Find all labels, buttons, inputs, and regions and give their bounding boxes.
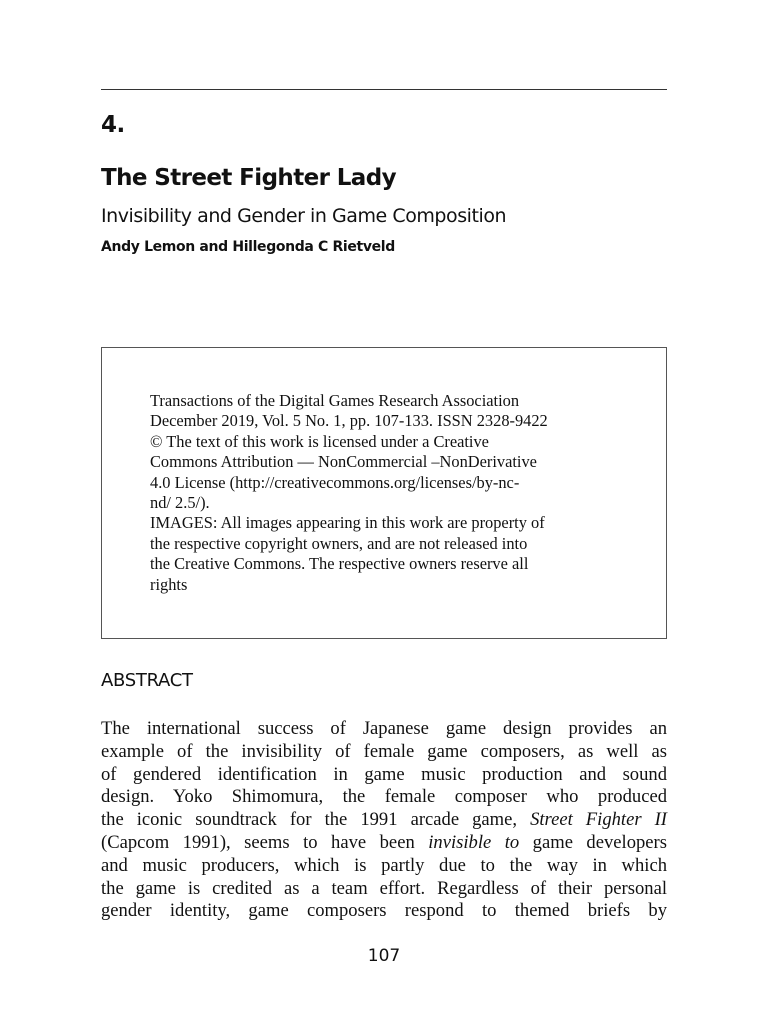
abstract-italic-text: invisible to [428,831,520,853]
license-line: © The text of this work is licensed under a Creative [150,431,489,451]
license-line: 4.0 License (http://creativecommons.org/licenses/by-nc- [150,472,520,492]
license-line: rights [150,574,188,594]
paper-page [101,0,667,1024]
authors: Andy Lemon and Hillegonda C Rietveld [101,239,395,255]
abstract-line [101,764,667,787]
abstract-line [101,900,667,923]
license-line: December 2019, Vol. 5 No. 1, pp. 107-133. ISSN 2328-9422 [150,411,548,431]
abstract-text: the game is credited as a team effort. Regardless of their personal [101,877,667,899]
abstract-line [101,855,667,878]
abstract-text: of gendered identification in game music production and sound [101,763,667,785]
license-line: Commons Attribution — NonCommercial –NonDerivative [150,452,537,472]
license-line: nd/ 2.5/). [150,493,210,513]
abstract-text: The international success of Japanese game design provides an [101,718,667,739]
abstract-text: gender identity, game composers respond to themed briefs by [101,900,667,922]
abstract-body [101,718,667,923]
chapter-subtitle: Invisibility and Gender in Game Composition [101,205,507,227]
abstract-text: (Capcom 1991), seems to have been [101,831,429,853]
license-box [101,347,667,639]
license-line: the respective copyright owners, and are not released into [150,533,528,553]
abstract-line [101,741,667,764]
abstract-text: example of the invisibility of female game composers, as well as [101,740,667,762]
license-line: Transactions of the Digital Games Research Association [150,391,520,410]
license-line: the Creative Commons. The respective owners reserve all [150,554,529,574]
license-text [150,391,625,595]
top-rule [101,89,667,90]
abstract-text: and music producers, which is partly due to the way in which [101,854,667,876]
chapter-title: The Street Fighter Lady [101,165,396,191]
abstract-heading: ABSTRACT [101,670,193,691]
abstract-line [101,809,667,832]
abstract-line [101,786,667,809]
abstract-text: design. Yoko Shimomura, the female composer who produced [101,786,667,808]
chapter-number: 4. [101,112,125,138]
license-line: IMAGES: All images appearing in this work are property of [150,513,545,533]
abstract-italic-text: Street Fighter II [530,809,667,831]
abstract-text: game developers [519,831,667,853]
abstract-line [101,832,667,855]
page-number: 107 [367,946,401,966]
abstract-line [101,718,667,741]
abstract-text: the iconic soundtrack for the 1991 arcade game, [101,809,531,831]
abstract-line [101,878,667,901]
